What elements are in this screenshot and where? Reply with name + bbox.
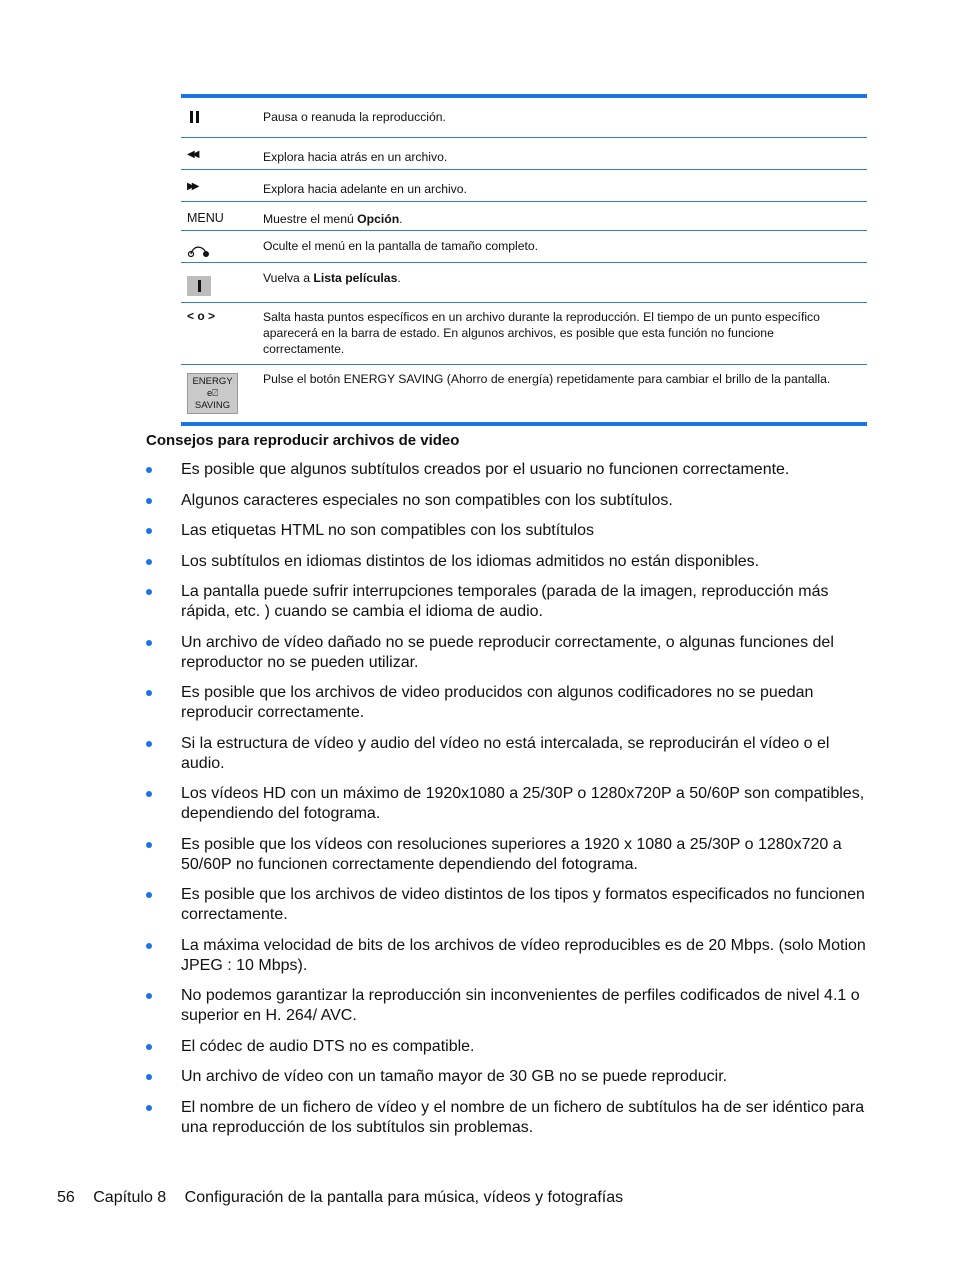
table-row <box>181 170 867 202</box>
list-item <box>146 1037 876 1057</box>
list-item-text: Es posible que los archivos de video distintos de los tipos y formatos especificados no funcionen correctamente. <box>181 886 865 923</box>
list-item-text: Las etiquetas HTML no son compatibles con los subtítulos <box>181 522 594 539</box>
energy-saving-button-icon <box>187 373 238 414</box>
table-row <box>181 303 867 365</box>
list-item-text: Es posible que algunos subtítulos creados por el usuario no funcionen correctamente. <box>181 461 790 478</box>
list-item-text: Los vídeos HD con un máximo de 1920x1080 a 25/30P o 1280x720P a 50/60P son compatibles, dependiendo del fotograma. <box>181 785 865 822</box>
bullet-icon <box>146 842 152 848</box>
list-item-text: Es posible que los archivos de video producidos con algunos codificadores no se puedan reproducir correctamente. <box>181 684 814 721</box>
key-cell: < o > <box>187 309 216 323</box>
list-item <box>146 491 876 511</box>
list-item-text: Los subtítulos en idiomas distintos de los idiomas admitidos no están disponibles. <box>181 552 760 570</box>
key-cell <box>181 138 263 169</box>
list-item <box>146 552 876 572</box>
list-item <box>146 936 876 976</box>
table-row <box>181 202 867 231</box>
desc-cell: Pulse el botón ENERGY SAVING (Ahorro de energía) repetidamente para cambiar el brillo de la pantalla. <box>263 372 831 386</box>
list-item <box>146 885 876 925</box>
leaf-icon: e⍁ <box>207 388 218 399</box>
list-item <box>146 734 876 774</box>
list-item-text: No podemos garantizar la reproducción sin inconvenientes de perfiles codificados de nivel 4.1 o superior en H. 264/ AVC. <box>181 987 860 1024</box>
list-item-text: El códec de audio DTS no es compatible. <box>181 1037 475 1055</box>
key-cell <box>181 98 263 137</box>
bullet-icon <box>146 589 152 595</box>
key-cell <box>181 365 263 422</box>
list-icon <box>187 276 211 296</box>
desc-text: . <box>399 212 403 226</box>
list-item <box>146 521 876 541</box>
table-row <box>181 365 867 422</box>
desc-cell <box>263 263 867 302</box>
desc-cell: Pausa o reanuda la reproducción. <box>263 110 446 124</box>
list-item-text: La pantalla puede sufrir interrupciones temporales (parada de la imagen, reproducción más rápida, etc. ) cuando se cambia el idioma de audio. <box>181 583 829 620</box>
desc-bold-text: Lista películas <box>313 271 398 285</box>
list-item <box>146 460 876 480</box>
page-footer <box>57 1189 637 1207</box>
fast-forward-icon: ▶▶ <box>187 181 197 192</box>
controls-table <box>181 94 867 426</box>
list-item-text: Un archivo de vídeo con un tamaño mayor de 30 GB no se puede reproducir. <box>181 1068 728 1085</box>
list-item <box>146 633 876 673</box>
bullet-icon <box>146 993 152 999</box>
desc-cell <box>263 202 867 230</box>
table-row <box>181 138 867 170</box>
bullet-icon <box>146 559 152 565</box>
key-cell <box>181 263 263 302</box>
bullet-icon <box>146 1074 152 1080</box>
energy-label: ENERGY <box>192 376 233 387</box>
desc-cell: Oculte el menú en la pantalla de tamaño completo. <box>263 239 539 253</box>
list-item-text: Es posible que los vídeos con resoluciones superiores a 1920 x 1080 a 25/30P o 1280x720 a 50/60P no funcionen correctamente dependiendo del fotograma. <box>181 835 842 873</box>
bullet-icon <box>146 498 152 504</box>
bullet-icon <box>146 1044 152 1050</box>
list-item-text: Si la estructura de vídeo y audio del vídeo no está intercalada, se reproducirán el vídeo o el audio. <box>181 734 830 772</box>
table-row <box>181 263 867 303</box>
list-item <box>146 683 876 723</box>
key-cell <box>181 170 263 201</box>
chapter-label: Capítulo 8 <box>93 1189 167 1206</box>
page-number: 56 <box>57 1189 75 1206</box>
key-cell: MENU <box>187 211 224 225</box>
desc-cell: Explora hacia adelante en un archivo. <box>263 182 467 196</box>
chapter-title: Configuración de la pantalla para música, vídeos y fotografías <box>184 1189 624 1206</box>
desc-cell: Salta hasta puntos específicos en un archivo durante la reproducción. El tiempo de un punto específico aparecerá en la barra de estado. En algunos archivos, es posible que esta función no funcione correctamente. <box>263 310 820 356</box>
table-row <box>181 98 867 138</box>
desc-text: Muestre el menú <box>263 212 358 226</box>
list-item <box>146 835 876 875</box>
bullet-icon <box>146 467 152 473</box>
bullet-icon <box>146 690 152 696</box>
bullet-icon <box>146 791 152 797</box>
bullet-icon <box>146 943 152 949</box>
list-item-text: La máxima velocidad de bits de los archivos de vídeo reproducibles es de 20 Mbps. (solo Motion JPEG : 10 Mbps). <box>181 936 866 974</box>
saving-label: SAVING <box>194 400 231 411</box>
list-item <box>146 1067 876 1087</box>
bullet-icon <box>146 640 152 646</box>
rewind-icon: ◀◀ <box>187 149 197 160</box>
desc-cell: Explora hacia atrás en un archivo. <box>263 150 448 164</box>
key-cell <box>181 231 263 262</box>
back-icon <box>187 244 211 258</box>
list-item-text: Algunos caracteres especiales no son compatibles con los subtítulos. <box>181 491 673 509</box>
bullet-icon <box>146 1105 152 1111</box>
tips-list <box>146 460 876 1148</box>
desc-text: . <box>397 271 401 285</box>
list-item <box>146 582 876 622</box>
table-row <box>181 231 867 263</box>
bullet-icon <box>146 892 152 898</box>
list-item <box>146 784 876 824</box>
section-title: Consejos para reproducir archivos de video <box>146 432 460 449</box>
pause-icon <box>190 111 202 126</box>
list-item <box>146 1098 876 1138</box>
list-item-text: El nombre de un fichero de vídeo y el nombre de un fichero de subtítulos ha de ser idéntico para una reproducción de los subtítulos sin problemas. <box>181 1098 865 1136</box>
desc-bold-text: Opción <box>357 212 400 226</box>
bullet-icon <box>146 741 152 747</box>
desc-text: Vuelva a <box>263 271 314 285</box>
list-item-text: Un archivo de vídeo dañado no se puede reproducir correctamente, o algunas funciones del reproductor no se pueden utilizar. <box>181 633 834 671</box>
bullet-icon <box>146 528 152 534</box>
list-item <box>146 986 876 1026</box>
